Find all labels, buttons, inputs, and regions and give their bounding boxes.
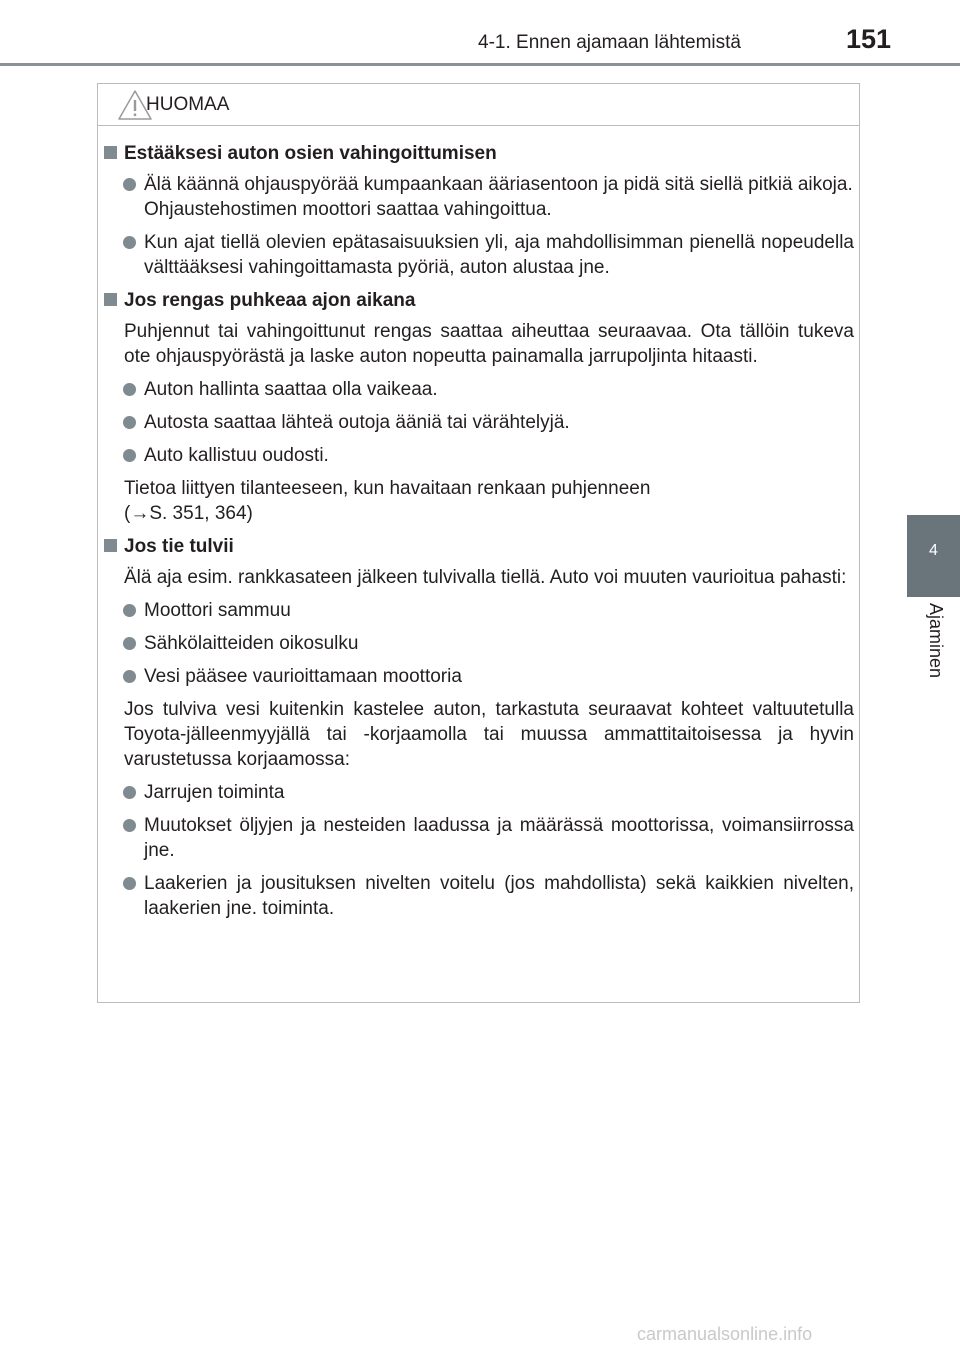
- list-item-text: Kun ajat tiellä olevien epätasaisuuksien yli, aja mahdollisimman pienellä nopeudella välttääksesi vahingoittamasta pyöriä, auton alustaa jne.: [144, 232, 854, 278]
- list-item-text: Ohjaustehostimen moottori saattaa vahingoittua.: [144, 199, 552, 220]
- list-item-text: Älä käännä ohjauspyörää kumpaankaan ääriasentoon ja pidä sitä siellä pitkiä aikoja.: [144, 174, 853, 195]
- paragraph: Älä aja esim. rankkasateen jälkeen tulvivalla tiellä. Auto voi muuten vaurioitua pahasti:: [124, 567, 847, 588]
- chapter-tab: [907, 515, 960, 597]
- list-item-text: Moottori sammuu: [144, 600, 291, 621]
- list-item-text: Laakerien ja jousituksen nivelten voitelu (jos mahdollista) sekä kaikkien nivelten, laakerien jne. toiminta.: [144, 873, 854, 919]
- round-bullet-icon: [123, 670, 136, 683]
- list-item-text: Auton hallinta saattaa olla vaikeaa.: [144, 379, 438, 400]
- square-bullet-icon: [104, 539, 117, 552]
- page-reference: (→S. 351, 364): [124, 503, 253, 524]
- chapter-label: Ajaminen: [926, 603, 946, 679]
- section-heading-text: Estääksesi auton osien vahingoittumisen: [124, 143, 497, 164]
- round-bullet-icon: [123, 637, 136, 650]
- list-item: [104, 780, 854, 805]
- paragraph: Puhjennut tai vahingoittunut rengas saattaa aiheuttaa seuraavaa. Ota tällöin tukeva ote ohjauspyörästä ja laske auton nopeutta painamalla jarrupoljinta hitaasti.: [124, 321, 854, 367]
- round-bullet-icon: [123, 416, 136, 429]
- list-item-text: Vesi pääsee vaurioittamaan moottoria: [144, 666, 462, 687]
- section-heading-text: Jos tie tulvii: [124, 536, 234, 557]
- section-heading: [104, 141, 854, 166]
- notice-title: HUOMAA: [146, 94, 230, 115]
- paragraph-line: Tietoa liittyen tilanteeseen, kun havaitaan renkaan puhjenneen: [124, 478, 651, 499]
- square-bullet-icon: [104, 293, 117, 306]
- round-bullet-icon: [123, 178, 136, 191]
- list-item-text: Jarrujen toiminta: [144, 782, 285, 803]
- list-item: [104, 443, 854, 468]
- list-item-text: Autosta saattaa lähteä outoja ääniä tai värähtelyjä.: [144, 412, 570, 433]
- list-item: [104, 664, 854, 689]
- round-bullet-icon: [123, 383, 136, 396]
- round-bullet-icon: [123, 236, 136, 249]
- round-bullet-icon: [123, 786, 136, 799]
- notice-content: [104, 141, 854, 929]
- section-heading-text: Jos rengas puhkeaa ajon aikana: [124, 290, 416, 311]
- paragraph: [104, 476, 854, 526]
- watermark: carmanualsonline.info: [637, 1324, 813, 1344]
- section-heading: [104, 288, 854, 313]
- list-item-text: Sähkölaitteiden oikosulku: [144, 633, 359, 654]
- list-item-text: Auto kallistuu oudosti.: [144, 445, 329, 466]
- list-item: [104, 230, 854, 280]
- list-item: [104, 377, 854, 402]
- chapter-number: 4: [929, 542, 938, 559]
- notice-header: [98, 84, 859, 126]
- paragraph: Jos tulviva vesi kuitenkin kastelee auton, tarkastuta seuraavat kohteet valtuutetulla Toyota-jälleenmyyjällä tai -korjaamolla tai muussa ammattitaitoisessa ja hyvin varustetussa korjaamossa:: [124, 699, 854, 770]
- list-item: [104, 598, 854, 623]
- round-bullet-icon: [123, 604, 136, 617]
- round-bullet-icon: [123, 819, 136, 832]
- page-number: 151: [846, 24, 892, 54]
- list-item: [104, 631, 854, 656]
- list-item: [104, 410, 854, 435]
- round-bullet-icon: [123, 449, 136, 462]
- round-bullet-icon: [123, 877, 136, 890]
- list-item: [104, 871, 854, 921]
- header-rule: [0, 63, 960, 66]
- list-item: [104, 813, 854, 863]
- section-heading: [104, 534, 854, 559]
- list-item-text: Muutokset öljyjen ja nesteiden laadussa ja määrässä moottorissa, voimansiirrossa jne.: [144, 815, 854, 861]
- list-item: [104, 172, 854, 222]
- square-bullet-icon: [104, 146, 117, 159]
- header-section-title: 4-1. Ennen ajamaan lähtemistä: [478, 32, 741, 53]
